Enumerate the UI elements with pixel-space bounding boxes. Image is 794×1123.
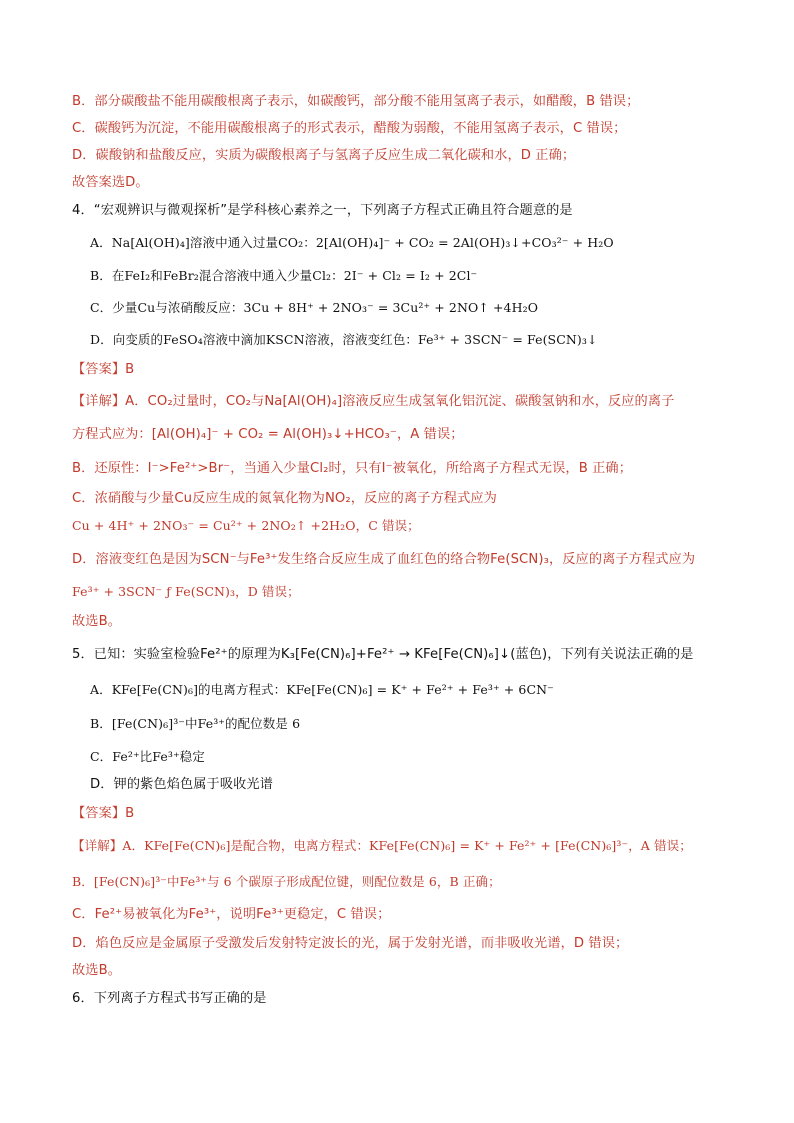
question-stem: 4．“宏观辨识与微观探析”是学科核心素养之一，下列离子方程式正确且符合题意的是 xyxy=(72,203,573,218)
option-d: D．钾的紫色焰色属于吸收光谱 xyxy=(90,777,273,792)
option-a: A．Na[Al(OH)₄]溶液中通入过量CO₂：2[Al(OH)₄]⁻ + CO₂ = 2Al(OH)₃↓+CO₃²⁻ + H₂O xyxy=(90,235,614,250)
question-stem: 5．已知：实验室检验Fe²⁺的原理为K₃[Fe(CN)₆]+Fe²⁺ → KFe[Fe(CN)₆]↓(蓝色)，下列有关说法正确的是 xyxy=(72,647,694,662)
conclusion-line: 故选B。 xyxy=(72,963,122,978)
option-a: A．KFe[Fe(CN)₆]的电离方程式：KFe[Fe(CN)₆] = K⁺ + Fe²⁺ + Fe³⁺ + 6CN⁻ xyxy=(90,682,554,697)
text-line: B．部分碳酸盐不能用碳酸根离子表示，如碳酸钙，部分酸不能用氢离子表示，如醋酸，B 错误； xyxy=(72,94,640,109)
explanation-line: 方程式应为：[Al(OH)₄]⁻ + CO₂ = Al(OH)₃↓+HCO₃⁻，A 错误； xyxy=(72,427,464,442)
text-line: C．碳酸钙为沉淀，不能用碳酸根离子的形式表示，醋酸为弱酸，不能用氢离子表示，C 错误； xyxy=(72,121,627,136)
question-stem: 6．下列离子方程式书写正确的是 xyxy=(72,991,267,1006)
explanation-line: B．[Fe(CN)₆]³⁻中Fe³⁺与 6 个碳原子形成配位键，则配位数是 6，B 正确； xyxy=(72,874,501,889)
explanation-line: C．浓硝酸与少量Cu反应生成的氮氧化物为NO₂，反应的离子方程式应为 xyxy=(72,491,497,506)
option-d: D．向变质的FeSO₄溶液中滴加KSCN溶液，溶液变红色：Fe³⁺ + 3SCN⁻ = Fe(SCN)₃↓ xyxy=(90,332,598,347)
option-b: B．在FeI₂和FeBr₂混合溶液中通入少量Cl₂：2I⁻ + Cl₂ = I₂ + 2Cl⁻ xyxy=(90,268,478,283)
option-c: C．少量Cu与浓硝酸反应：3Cu + 8H⁺ + 2NO₃⁻ = 3Cu²⁺ + 2NO↑ +4H₂O xyxy=(90,300,539,315)
explanation-line: Fe³⁺ + 3SCN⁻ ƒ Fe(SCN)₃，D 错误； xyxy=(72,584,300,599)
option-b: B．[Fe(CN)₆]³⁻中Fe³⁺的配位数是 6 xyxy=(90,716,301,731)
explanation-line: C．Fe²⁺易被氧化为Fe³⁺，说明Fe³⁺更稳定，C 错误； xyxy=(72,907,391,922)
text-line: 故答案选D。 xyxy=(72,175,149,190)
explanation-line: D．焰色反应是金属原子受激发后发射特定波长的光，属于发射光谱，而非吸收光谱，D 错误； xyxy=(72,936,629,951)
explanation-line: B．还原性：I⁻>Fe²⁺>Br⁻，当通入少量Cl₂时，只有I⁻被氧化，所给离子方程式无误，B 正确； xyxy=(72,461,632,476)
conclusion-line: 故选B。 xyxy=(72,614,122,629)
answer-label: 【答案】B xyxy=(72,806,135,821)
explanation-line: 【详解】A．CO₂过量时，CO₂与Na[Al(OH)₄]溶液反应生成氢氧化铝沉淀、碳酸氢钠和水，反应的离子 xyxy=(72,394,675,409)
explanation-line: 【详解】A．KFe[Fe(CN)₆]是配合物，电离方程式：KFe[Fe(CN)₆] = K⁺ + Fe²⁺ + [Fe(CN)₆]³⁻，A 错误； xyxy=(72,838,692,853)
explanation-line: Cu + 4H⁺ + 2NO₃⁻ = Cu²⁺ + 2NO₂↑ +2H₂O，C 错误； xyxy=(72,518,420,533)
answer-label: 【答案】B xyxy=(72,362,135,377)
option-c: C．Fe²⁺比Fe³⁺稳定 xyxy=(90,749,205,764)
explanation-line: D．溶液变红色是因为SCN⁻与Fe³⁺发生络合反应生成了血红色的络合物Fe(SCN)₃，反应的离子方程式应为 xyxy=(72,552,696,567)
text-line: D．碳酸钠和盐酸反应，实质为碳酸根离子与氢离子反应生成二氧化碳和水，D 正确； xyxy=(72,148,576,163)
